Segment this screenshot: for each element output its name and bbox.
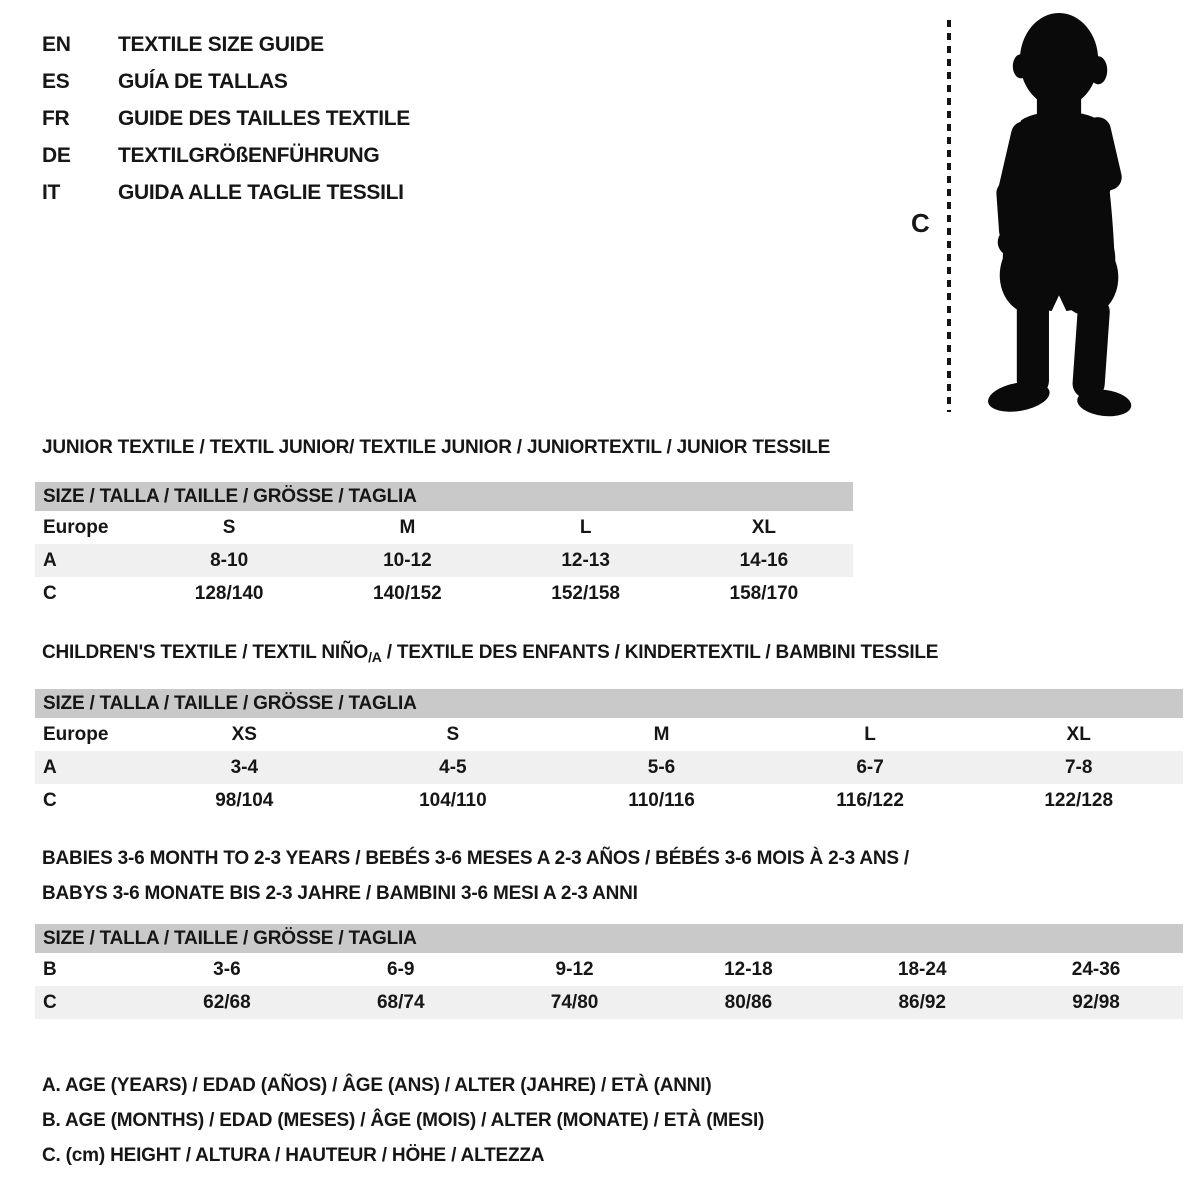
height-measure-label: C [911, 208, 930, 238]
lang-code: FR [42, 106, 70, 130]
lang-row-de [42, 137, 410, 174]
value-cell: 92/98 [1072, 991, 1120, 1013]
value-cell: 9-12 [555, 958, 594, 980]
heading-line-1: BABIES 3-6 MONTH TO 2-3 YEARS / BEBÉS 3-6 MESES A 2-3 AÑOS / BÉBÉS 3-6 MOIS À 2-3 ANS / [42, 847, 910, 869]
lang-code: EN [42, 32, 71, 56]
table-row-age [35, 751, 1183, 784]
row-label: A [43, 549, 57, 571]
table-row-age [35, 544, 853, 577]
value-cell: 80/86 [724, 991, 773, 1013]
value-cell: 152/158 [551, 582, 620, 604]
height-measure-figure [905, 8, 1165, 428]
lang-code: DE [42, 143, 71, 167]
value-cell: 12-18 [724, 958, 773, 980]
size-cell: XL [751, 516, 777, 538]
guide-title: GUIDA ALLE TAGLIE TESSILI [118, 180, 404, 204]
value-cell: 74/80 [550, 991, 599, 1013]
table-row-height [35, 784, 1183, 817]
heading-subscript: /A [368, 649, 382, 665]
babies-section-heading [42, 841, 909, 911]
legend-height-cm: C. (cm) HEIGHT / ALTURA / HAUTEUR / HÖHE / ALTEZZA [42, 1144, 545, 1166]
size-header-bar: SIZE / TALLA / TAILLE / GRÖSSE / TAGLIA [35, 924, 1183, 953]
value-cell: 68/74 [376, 991, 425, 1013]
guide-title: TEXTILE SIZE GUIDE [118, 32, 324, 56]
value-cell: 62/68 [203, 991, 251, 1013]
height-dotted-line [947, 20, 951, 412]
lang-row-fr [42, 100, 410, 137]
value-cell: 98/104 [215, 789, 274, 811]
value-cell: 110/116 [628, 789, 695, 811]
size-cell: XL [1066, 723, 1091, 745]
value-cell: 140/152 [373, 582, 442, 604]
junior-size-table [35, 482, 853, 610]
size-cell: M [653, 723, 670, 745]
row-label: Europe [43, 723, 109, 745]
value-cell: 10-12 [383, 549, 432, 571]
size-header-bar: SIZE / TALLA / TAILLE / GRÖSSE / TAGLIA [35, 482, 853, 511]
size-cell: L [864, 723, 876, 745]
value-cell: 3-4 [230, 756, 259, 778]
size-cell: M [399, 516, 416, 538]
children-size-table [35, 689, 1183, 817]
size-header-bar: SIZE / TALLA / TAILLE / GRÖSSE / TAGLIA [35, 689, 1183, 718]
legend-age-months: B. AGE (MONTHS) / EDAD (MESES) / ÂGE (MOIS) / ALTER (MONATE) / ETÀ (MESI) [42, 1109, 765, 1131]
heading-line-2: BABYS 3-6 MONATE BIS 2-3 JAHRE / BAMBINI 3-6 MESI A 2-3 ANNI [42, 882, 638, 904]
value-cell: 24-36 [1071, 958, 1121, 980]
value-cell: 128/140 [194, 582, 264, 604]
babies-size-table [35, 924, 1183, 1019]
value-cell: 14-16 [739, 549, 789, 571]
table-row-months [35, 953, 1183, 986]
lang-row-it [42, 174, 410, 211]
table-row-height [35, 577, 853, 610]
value-cell: 8-10 [210, 549, 249, 571]
lang-code: ES [42, 69, 70, 93]
value-cell: 86/92 [898, 991, 946, 1013]
row-label: Europe [43, 516, 109, 538]
value-cell: 5-6 [647, 756, 676, 778]
lang-row-es [42, 63, 410, 100]
value-cell: 158/170 [729, 582, 799, 604]
value-cell: 4-5 [439, 756, 467, 778]
table-row-height [35, 986, 1183, 1019]
value-cell: 7-8 [1064, 756, 1093, 778]
junior-section-heading: JUNIOR TEXTILE / TEXTIL JUNIOR/ TEXTILE JUNIOR / JUNIORTEXTIL / JUNIOR TESSILE [42, 437, 831, 458]
guide-title: GUÍA DE TALLAS [118, 69, 288, 93]
toddler-silhouette [961, 8, 1151, 420]
children-section-heading [42, 642, 938, 664]
heading-text: CHILDREN'S TEXTILE / TEXTIL NIÑO [42, 642, 369, 663]
heading-text: / TEXTILE DES ENFANTS / KINDERTEXTIL / BAMBINI TESSILE [381, 642, 939, 663]
row-label: C [43, 789, 57, 811]
row-label: C [43, 991, 57, 1013]
value-cell: 12-13 [561, 549, 610, 571]
legend-age-years: A. AGE (YEARS) / EDAD (AÑOS) / ÂGE (ANS) / ALTER (JAHRE) / ETÀ (ANNI) [42, 1074, 712, 1096]
value-cell: 104/110 [419, 789, 487, 811]
row-label: B [43, 958, 57, 980]
guide-title: GUIDE DES TAILLES TEXTILE [118, 106, 410, 130]
size-cell: XS [231, 723, 257, 745]
lang-code: IT [42, 180, 61, 204]
language-title-list [42, 26, 410, 211]
row-label: A [43, 756, 57, 778]
value-cell: 6-7 [856, 756, 884, 778]
size-cell: S [222, 516, 236, 538]
value-cell: 3-6 [213, 958, 241, 980]
size-cell: S [446, 723, 460, 745]
value-cell: 18-24 [897, 958, 947, 980]
value-cell: 6-9 [387, 958, 415, 980]
size-cell: L [579, 516, 592, 538]
table-row-europe [35, 718, 1183, 751]
value-cell: 116/122 [836, 789, 904, 811]
row-label: C [43, 582, 57, 604]
lang-row-en [42, 26, 410, 63]
guide-title: TEXTILGRÖßENFÜHRUNG [118, 143, 380, 167]
measure-legend [42, 1068, 764, 1173]
table-row-europe [35, 511, 853, 544]
value-cell: 122/128 [1044, 789, 1114, 811]
